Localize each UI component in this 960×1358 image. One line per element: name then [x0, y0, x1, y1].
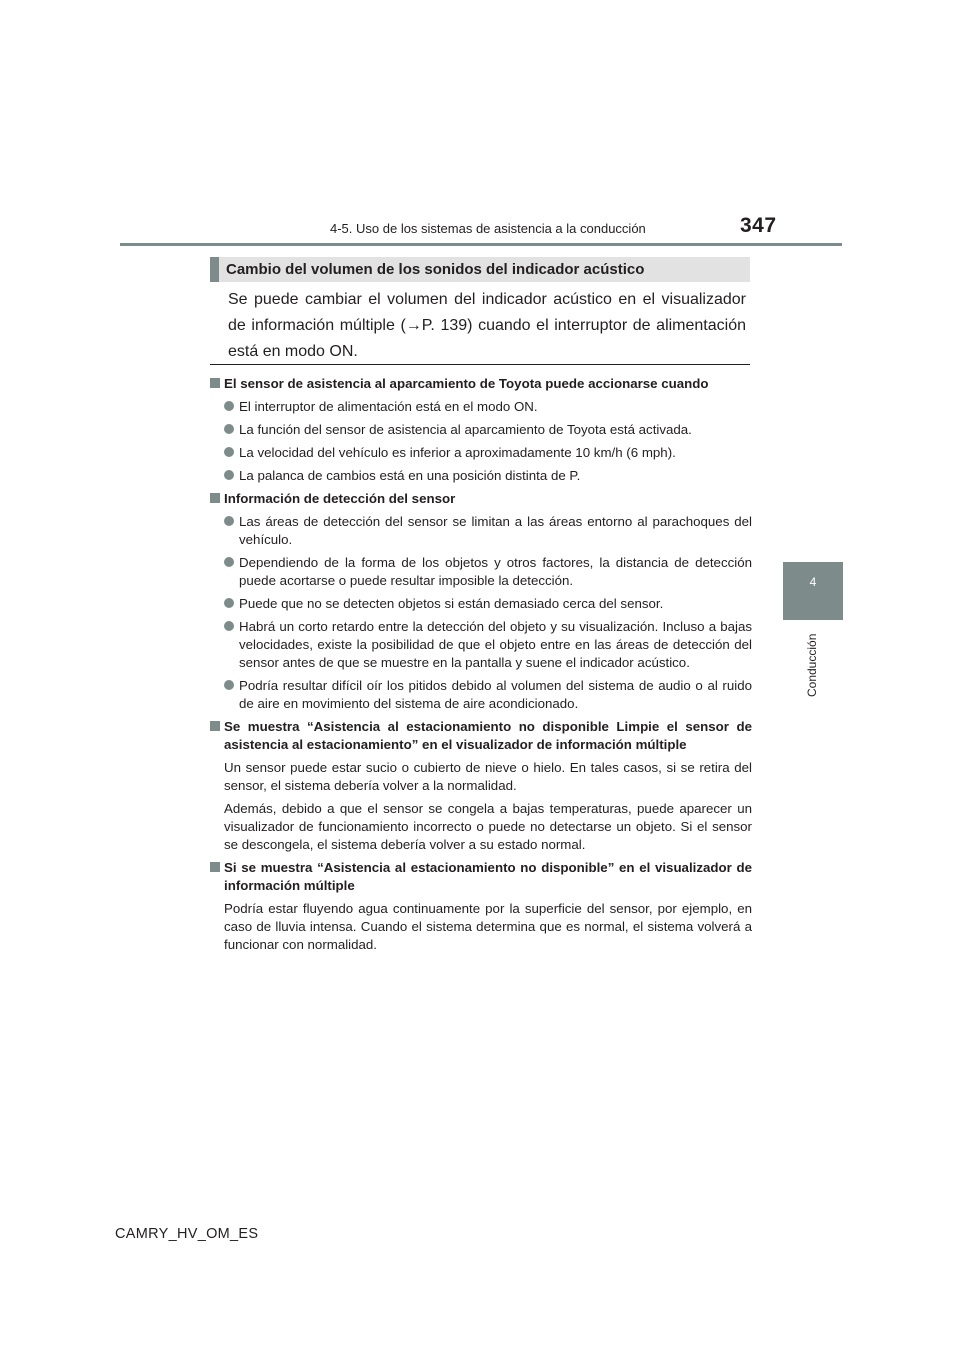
chapter-tab-label-text: Conducción — [805, 633, 819, 697]
round-bullet-icon — [224, 470, 234, 480]
list-item — [210, 467, 752, 485]
topic-heading — [210, 375, 752, 393]
document-code-footer: CAMRY_HV_OM_ES — [115, 1226, 259, 1242]
topic-paragraph: Podría estar fluyendo agua continuamente por la superficie del sensor, por ejemplo, en caso de lluvia intensa. Cuando el sistema determina que es normal, el sistema volverá a funcionar con normalidad. — [224, 901, 752, 952]
topic-paragraph: Además, debido a que el sensor se congela a bajas temperaturas, puede aparecer un visualizador de funcionamiento incorrecto o puede no detectarse un objeto. Si el sensor se descongela, el sistema debería volver a su estado normal. — [224, 801, 752, 852]
intro-paragraph: Se puede cambiar el volumen del indicador acústico en el visualizador de información múltiple (→P. 139) cuando el interruptor de alimentación está en modo ON. — [228, 291, 746, 360]
running-header-section: 4-5. Uso de los sistemas de asistencia a la conducción — [330, 221, 646, 236]
list-item-text: Habrá un corto retardo entre la detección del objeto y su visualización. Incluso a bajas velocidades, existe la posibilidad de que el objeto entre en las áreas de detección del sensor antes de que se muestre en la pantalla y suene el indicador acústico. — [239, 619, 752, 670]
list-item — [210, 595, 752, 613]
list-item-text: Puede que no se detecten objetos si están demasiado cerca del sensor. — [239, 596, 664, 611]
list-item-text: La palanca de cambios está en una posición distinta de P. — [239, 468, 581, 483]
page-number: 347 — [740, 214, 777, 237]
list-item — [210, 421, 752, 439]
topic-heading — [210, 718, 752, 754]
round-bullet-icon — [224, 557, 234, 567]
square-bullet-icon — [210, 862, 220, 872]
notes-body — [210, 375, 752, 959]
round-bullet-icon — [224, 680, 234, 690]
list-item — [210, 554, 752, 590]
round-bullet-icon — [224, 424, 234, 434]
square-bullet-icon — [210, 378, 220, 388]
topic-heading-text: Si se muestra “Asistencia al estacionamiento no disponible” en el visualizador de información múltiple — [224, 860, 752, 893]
list-item — [210, 677, 752, 713]
list-item — [210, 618, 752, 672]
section-title-accent — [210, 257, 219, 282]
square-bullet-icon — [210, 493, 220, 503]
chapter-tab-label — [805, 625, 821, 705]
list-item-text: Las áreas de detección del sensor se limitan a las áreas entorno al parachoques del vehículo. — [239, 514, 752, 547]
list-item-text: Dependiendo de la forma de los objetos y otros factores, la distancia de detección puede acortarse o puede resultar imposible la detección. — [239, 555, 752, 588]
list-item-text: El interruptor de alimentación está en el modo ON. — [239, 399, 538, 414]
topic-heading-text: Se muestra “Asistencia al estacionamiento no disponible Limpie el sensor de asistencia al estacionamiento” en el visualizador de información múltiple — [224, 719, 752, 752]
topic-heading-text: El sensor de asistencia al aparcamiento de Toyota puede accionarse cuando — [224, 376, 709, 391]
round-bullet-icon — [224, 598, 234, 608]
section-title: Cambio del volumen de los sonidos del indicador acústico — [226, 261, 645, 278]
square-bullet-icon — [210, 721, 220, 731]
topic-heading-text: Información de detección del sensor — [224, 491, 456, 506]
topic-heading — [210, 859, 752, 895]
list-item — [210, 444, 752, 462]
list-item-text: Podría resultar difícil oír los pitidos debido al volumen del sistema de audio o al ruido de aire en movimiento del sistema de aire acondicionado. — [239, 678, 752, 711]
round-bullet-icon — [224, 621, 234, 631]
header-rule — [120, 243, 842, 246]
topic-paragraph: Un sensor puede estar sucio o cubierto de nieve o hielo. En tales casos, si se retira del sensor, el sistema debería volver a la normalidad. — [224, 760, 752, 793]
list-item — [210, 513, 752, 549]
list-item-text: La función del sensor de asistencia al aparcamiento de Toyota está activada. — [239, 422, 692, 437]
round-bullet-icon — [224, 447, 234, 457]
topic-heading — [210, 490, 752, 508]
round-bullet-icon — [224, 516, 234, 526]
section-separator — [210, 364, 750, 365]
chapter-tab-number: 4 — [809, 575, 817, 589]
list-item-text: La velocidad del vehículo es inferior a aproximadamente 10 km/h (6 mph). — [239, 445, 676, 460]
list-item — [210, 398, 752, 416]
round-bullet-icon — [224, 401, 234, 411]
chapter-tab — [783, 562, 843, 620]
